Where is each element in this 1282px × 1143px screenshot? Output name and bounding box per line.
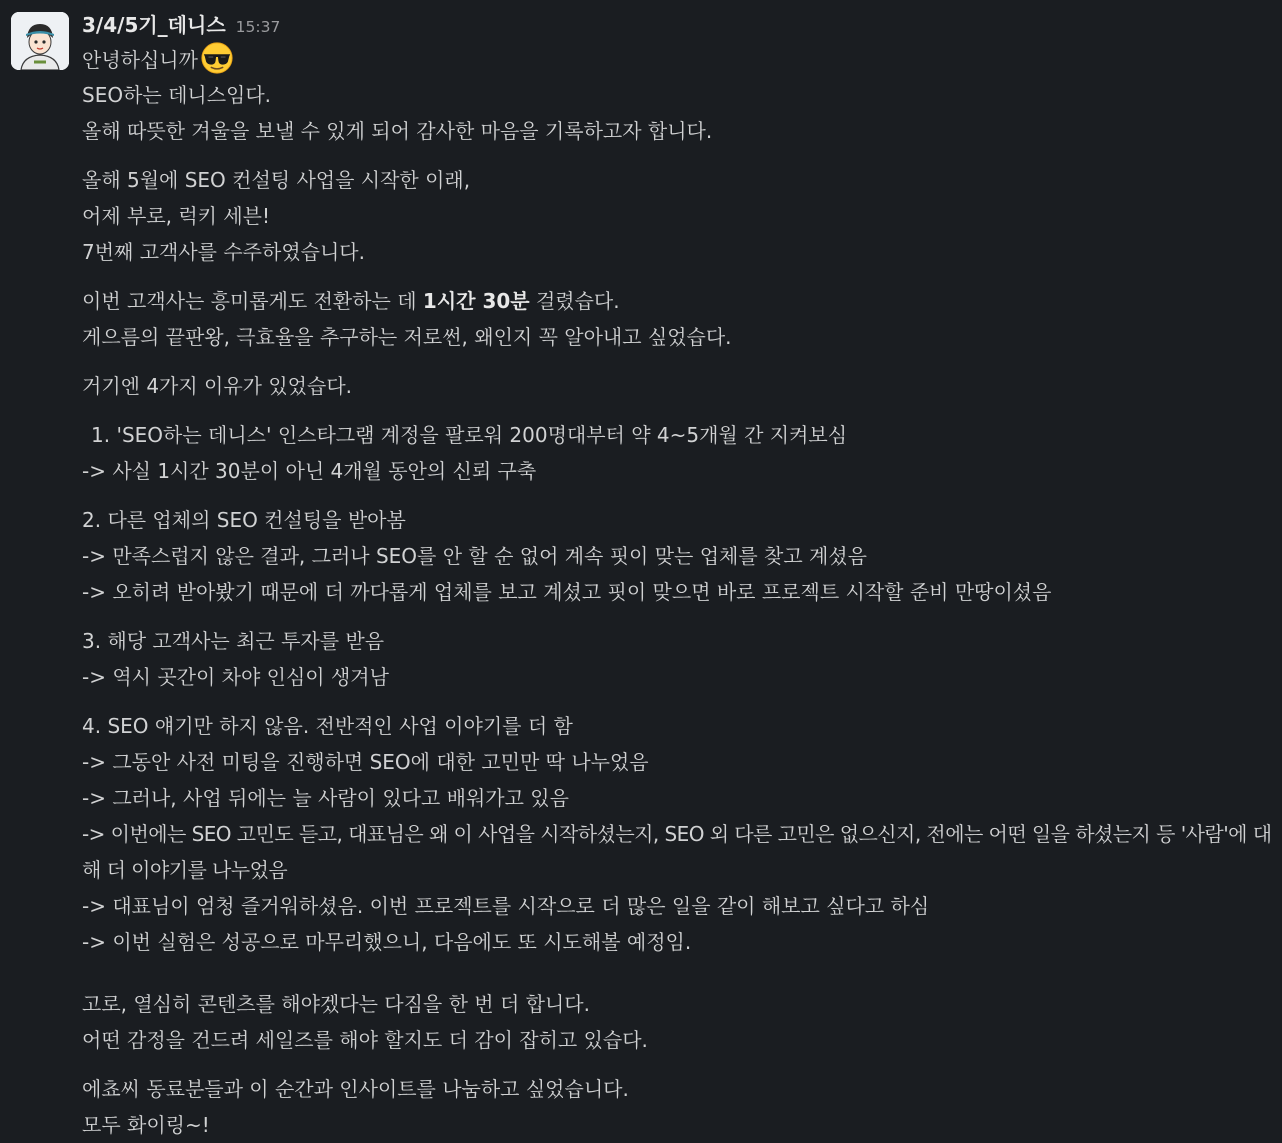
text-line: -> 이번 실험은 성공으로 마무리했으니, 다음에도 또 시도해볼 예정임. — [82, 930, 692, 954]
message-header — [82, 9, 1278, 41]
greeting-text: 안녕하십니까 — [82, 48, 198, 72]
text-line: -> 사실 1시간 30분이 아닌 4개월 동안의 신뢰 구축 — [82, 459, 537, 483]
timestamp[interactable]: 15:37 — [235, 18, 281, 36]
reason-3 — [82, 623, 1278, 695]
text-line: 3. 해당 고객사는 최근 투자를 받음 — [82, 629, 385, 653]
text-line: -> 역시 곳간이 차야 인심이 생겨남 — [82, 665, 389, 689]
paragraph — [82, 368, 1278, 404]
reason-1 — [82, 417, 1278, 489]
text-line: 게으름의 끝판왕, 극효율을 추구하는 저로썬, 왜인지 꼭 알아내고 싶었습다. — [82, 325, 732, 349]
text-line: 어떤 감정을 건드려 세일즈를 해야 할지도 더 감이 잡히고 있습다. — [82, 1028, 648, 1052]
text-line: -> 그러나, 사업 뒤에는 늘 사람이 있다고 배워가고 있음 — [82, 786, 569, 810]
text-line: 고로, 열심히 콘텐츠를 해야겠다는 다짐을 한 번 더 합니다. — [82, 992, 590, 1016]
intro-paragraph — [82, 41, 1278, 149]
text-line: 2. 다른 업체의 SEO 컨설팅을 받아봄 — [82, 508, 406, 532]
text-line: 4. SEO 얘기만 하지 않음. 전반적인 사업 이야기를 더 함 — [82, 714, 573, 738]
paragraph — [82, 1071, 1278, 1143]
author-name[interactable]: 3/4/5기_데니스 — [82, 13, 226, 37]
text-line: -> 대표님이 엄청 즐거워하셨음. 이번 프로젝트를 시작으로 더 많은 일을 같이 해보고 싶다고 하심 — [82, 894, 930, 918]
text-line — [82, 283, 1278, 319]
avatar[interactable] — [11, 12, 69, 70]
text-line: -> 이번에는 SEO 고민도 듣고, 대표님은 왜 이 사업을 시작하셨는지, SEO 외 다른 고민은 없으신지, 전에는 어떤 일을 하셨는지 등 '사람'에 대해 더 이야기를 나누었음 — [82, 822, 1272, 882]
paragraph — [82, 162, 1278, 270]
text-span: 이번 고객사는 흥미롭게도 전환하는 데 — [82, 289, 423, 313]
list-item: 1. 'SEO하는 데니스' 인스타그램 계정을 팔로워 200명대부터 약 4~5개월 간 지켜보심 — [91, 423, 848, 447]
text-line: SEO하는 데니스임다. — [82, 83, 272, 107]
message-content — [82, 9, 1278, 1143]
reason-2 — [82, 502, 1278, 610]
text-line: 올해 5월에 SEO 컨설팅 사업을 시작한 이래, — [82, 168, 471, 192]
user-avatar-icon — [11, 12, 69, 70]
paragraph — [82, 283, 1278, 355]
sunglasses-emoji-icon — [200, 41, 234, 75]
text-line: -> 오히려 받아봤기 때문에 더 까다롭게 업체를 보고 계셨고 핏이 맞으면 바로 프로젝트 시작할 준비 만땅이셨음 — [82, 580, 1052, 604]
text-line: -> 그동안 사전 미팅을 진행하면 SEO에 대한 고민만 딱 나누었음 — [82, 750, 649, 774]
reason-4 — [82, 708, 1278, 960]
paragraph — [82, 986, 1278, 1058]
text-line: 에쵸씨 동료분들과 이 순간과 인사이트를 나눔하고 싶었습니다. — [82, 1077, 629, 1101]
text-line: -> 만족스럽지 않은 결과, 그러나 SEO를 안 할 순 없어 계속 핏이 맞는 업체를 찾고 계셨음 — [82, 544, 868, 568]
text-span: 걸렸습다. — [529, 289, 620, 313]
bold-text: 1시간 30분 — [422, 289, 530, 313]
greeting-line — [82, 41, 1278, 77]
text-line: 거기엔 4가지 이유가 있었습다. — [82, 374, 352, 398]
text-line: 어제 부로, 럭키 세븐! — [82, 204, 271, 228]
text-line: 7번째 고객사를 수주하였습니다. — [82, 240, 365, 264]
text-line: 모두 화이링~! — [82, 1113, 210, 1137]
text-line: 올해 따뜻한 겨울을 보낼 수 있게 되어 감사한 마음을 기록하고자 합니다. — [82, 119, 713, 143]
